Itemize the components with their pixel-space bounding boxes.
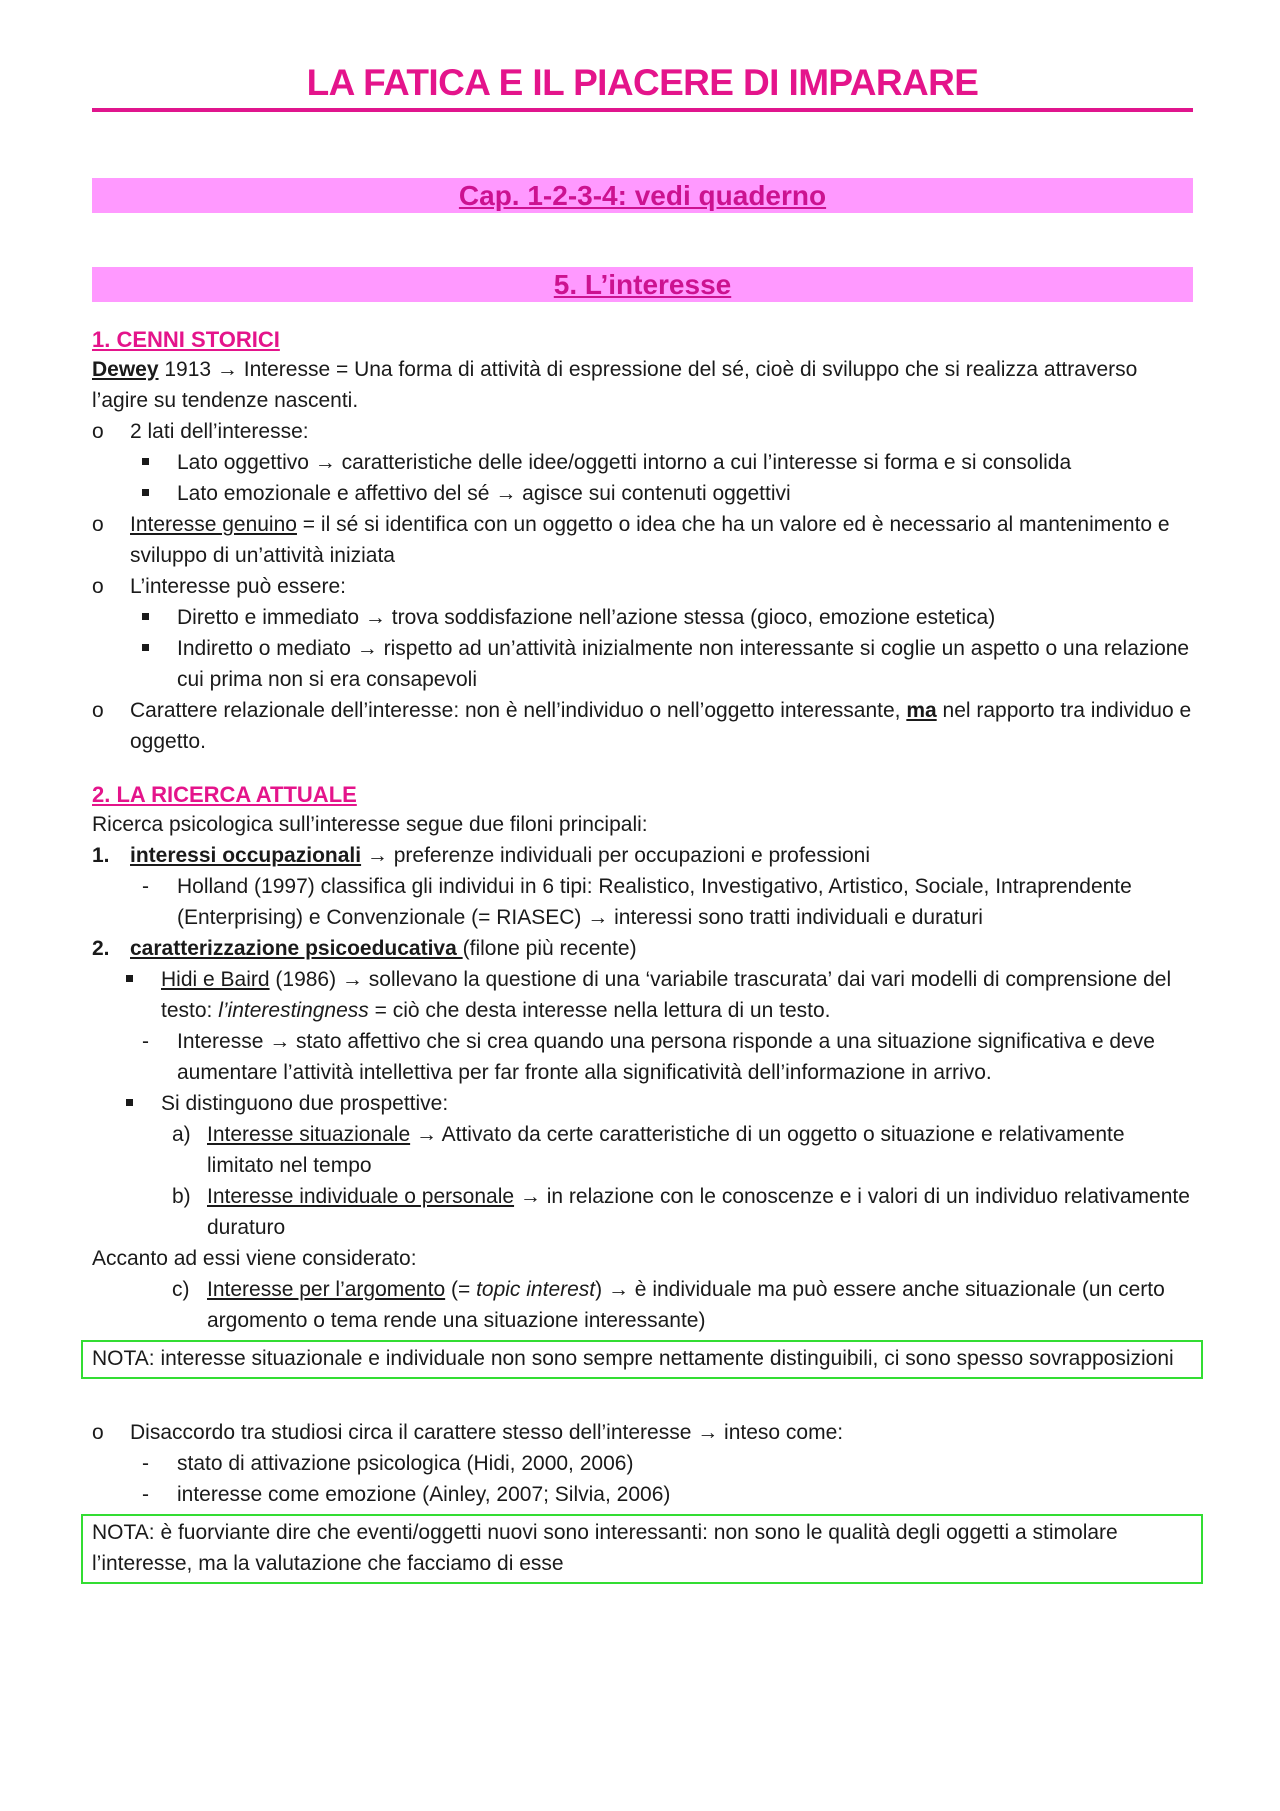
note-box-1: NOTA: interesse situazionale e individuale non sono sempre nettamente distinguibili, ci sono spesso sovrapposizioni — [81, 1340, 1203, 1379]
list-item — [92, 1088, 1193, 1119]
square-bullet-icon — [126, 1099, 133, 1106]
list-item — [92, 1274, 1193, 1336]
term-interesse-individuale: Interesse individuale o personale — [207, 1185, 515, 1208]
numbered-item — [92, 933, 1193, 964]
dewey-paragraph — [92, 354, 1193, 416]
list-item-text: ) → è individuale ma può essere anche situazionale (un certo argomento o tema rende una situazione interessante) — [207, 1278, 1165, 1332]
note-box-2: NOTA: è fuorviante dire che eventi/oggetti nuovi sono interessanti: non sono le qualità degli oggetti a stimolare l’interesse, ma la valutazione che facciamo di esse — [81, 1514, 1203, 1584]
list-item — [92, 633, 1193, 695]
list-item — [92, 1181, 1193, 1243]
list-item — [92, 416, 1193, 447]
list-item-text: (1986) → sollevano la questione di una ‘variabile trascurata’ dai vari modelli di comprensione del testo: — [161, 968, 1172, 1022]
accanto-paragraph: Accanto ad essi viene considerato: — [92, 1247, 417, 1270]
list-item-text: Diretto e immediato → trova soddisfazione nell’azione stessa (gioco, emozione estetica) — [177, 606, 996, 629]
dash-bullet-icon: - — [142, 875, 149, 898]
list-item-text: = ciò che desta interesse nella lettura di un testo. — [368, 999, 831, 1022]
list-item-text: = il sé si identifica con un oggetto o idea che ha un valore ed è necessario al mantenimento e sviluppo di un’attività iniziata — [130, 513, 1170, 567]
term-topic-interest: topic interest — [476, 1278, 596, 1301]
list-item — [92, 478, 1193, 509]
list-item-text: → in relazione con le conoscenze e i valori di un individuo relativamente duraturo — [207, 1185, 1190, 1239]
section-heading-cenni-storici: 1. CENNI STORICI — [92, 327, 280, 352]
circle-bullet-icon: o — [92, 1421, 104, 1444]
list-item-text: Si distinguono due prospettive: — [161, 1092, 449, 1115]
list-item-text: Indiretto o mediato → rispetto ad un’attività inizialmente non interessante si coglie un aspetto o una relazione cui prima non si era consapevoli — [177, 637, 1190, 691]
term-caratterizzazione: caratterizzazione psicoeducativa — [130, 937, 463, 960]
document-title: LA FATICA E IL PIACERE DI IMPARARE — [92, 62, 1193, 112]
list-item — [92, 1026, 1193, 1088]
list-item-text: Disaccordo tra studiosi circa il carattere stesso dell’interesse → inteso come: — [130, 1421, 844, 1444]
number-label: 2. — [92, 937, 110, 960]
list-item — [92, 964, 1193, 1026]
list-item-text: Lato emozionale e affettivo del sé → agisce sui contenuti oggettivi — [177, 482, 791, 505]
square-bullet-icon — [142, 458, 149, 465]
term-hidi-baird: Hidi e Baird — [161, 968, 270, 991]
letter-label: a) — [172, 1123, 191, 1146]
term-interesse-situazionale: Interesse situazionale — [207, 1123, 411, 1146]
list-item-text: stato di attivazione psicologica (Hidi, 2000, 2006) — [177, 1452, 634, 1475]
dash-bullet-icon: - — [142, 1030, 149, 1053]
list-item-text: L’interesse può essere: — [130, 575, 346, 598]
list-item-text: interesse come emozione (Ainley, 2007; Silvia, 2006) — [177, 1483, 671, 1506]
list-item — [92, 509, 1193, 571]
square-bullet-icon — [142, 489, 149, 496]
list-item — [92, 571, 1193, 602]
list-item-text: (filone più recente) — [462, 937, 637, 960]
circle-bullet-icon: o — [92, 513, 104, 536]
circle-bullet-icon: o — [92, 575, 104, 598]
list-item — [92, 871, 1193, 933]
list-item — [92, 695, 1193, 757]
list-item-text: → Attivato da certe caratteristiche di un oggetto o situazione e relativamente limitato nel tempo — [207, 1123, 1125, 1177]
dewey-name: Dewey — [92, 358, 159, 381]
dash-bullet-icon: - — [142, 1452, 149, 1475]
list-item-text: Carattere relazionale dell’interesse: non è nell’individuo o nell’oggetto interessante, — [130, 699, 907, 722]
letter-label: c) — [172, 1278, 190, 1301]
letter-label: b) — [172, 1185, 191, 1208]
list-item-text: (= — [445, 1278, 477, 1301]
square-bullet-icon — [142, 644, 149, 651]
list-item-text: 2 lati dell’interesse: — [130, 420, 309, 443]
list-item-text: → preferenze individuali per occupazioni e professioni — [361, 844, 871, 867]
term-interesse-genuino: Interesse genuino — [130, 513, 297, 536]
number-label: 1. — [92, 844, 110, 867]
chapter-band-1: Cap. 1-2-3-4: vedi quaderno — [92, 178, 1193, 213]
section-heading-ricerca-attuale: 2. LA RICERCA ATTUALE — [92, 782, 357, 807]
circle-bullet-icon: o — [92, 420, 104, 443]
list-item — [92, 1417, 1193, 1448]
list-item — [92, 1479, 1193, 1510]
list-item-text: Interesse → stato affettivo che si crea quando una persona risponde a una situazione significativa e deve aumentare l’attività intellettiva per far fronte alla significatività dell’informazione in arrivo. — [177, 1030, 1155, 1084]
circle-bullet-icon: o — [92, 699, 104, 722]
numbered-item — [92, 840, 1193, 871]
list-item-text: nel rapporto tra individuo e oggetto. — [130, 699, 1192, 753]
dewey-text: 1913 → Interesse = Una forma di attività di espressione del sé, cioè di sviluppo che si realizza attraverso l’agire su tendenze nascenti. — [92, 358, 1138, 412]
intro-paragraph: Ricerca psicologica sull’interesse segue due filoni principali: — [92, 813, 648, 836]
chapter-band-2: 5. L’interesse — [92, 267, 1193, 302]
dash-bullet-icon: - — [142, 1483, 149, 1506]
term-interestingness: l’interestingness — [218, 999, 369, 1022]
emphasis-ma: ma — [906, 699, 937, 722]
list-item — [92, 602, 1193, 633]
term-interessi-occupazionali: interessi occupazionali — [130, 844, 362, 867]
term-interesse-argomento: Interesse per l’argomento — [207, 1278, 446, 1301]
list-item-text: Holland (1997) classifica gli individui in 6 tipi: Realistico, Investigativo, Artistico, Sociale, Intraprendente (Enterprising) e Convenzionale (= RIASEC) → interessi sono tratti individuali e duraturi — [177, 875, 1132, 929]
list-item — [92, 447, 1193, 478]
square-bullet-icon — [126, 975, 133, 982]
square-bullet-icon — [142, 613, 149, 620]
list-item — [92, 1119, 1193, 1181]
list-item-text: Lato oggettivo → caratteristiche delle idee/oggetti intorno a cui l’interesse si forma e si consolida — [177, 451, 1072, 474]
list-item — [92, 1448, 1193, 1479]
